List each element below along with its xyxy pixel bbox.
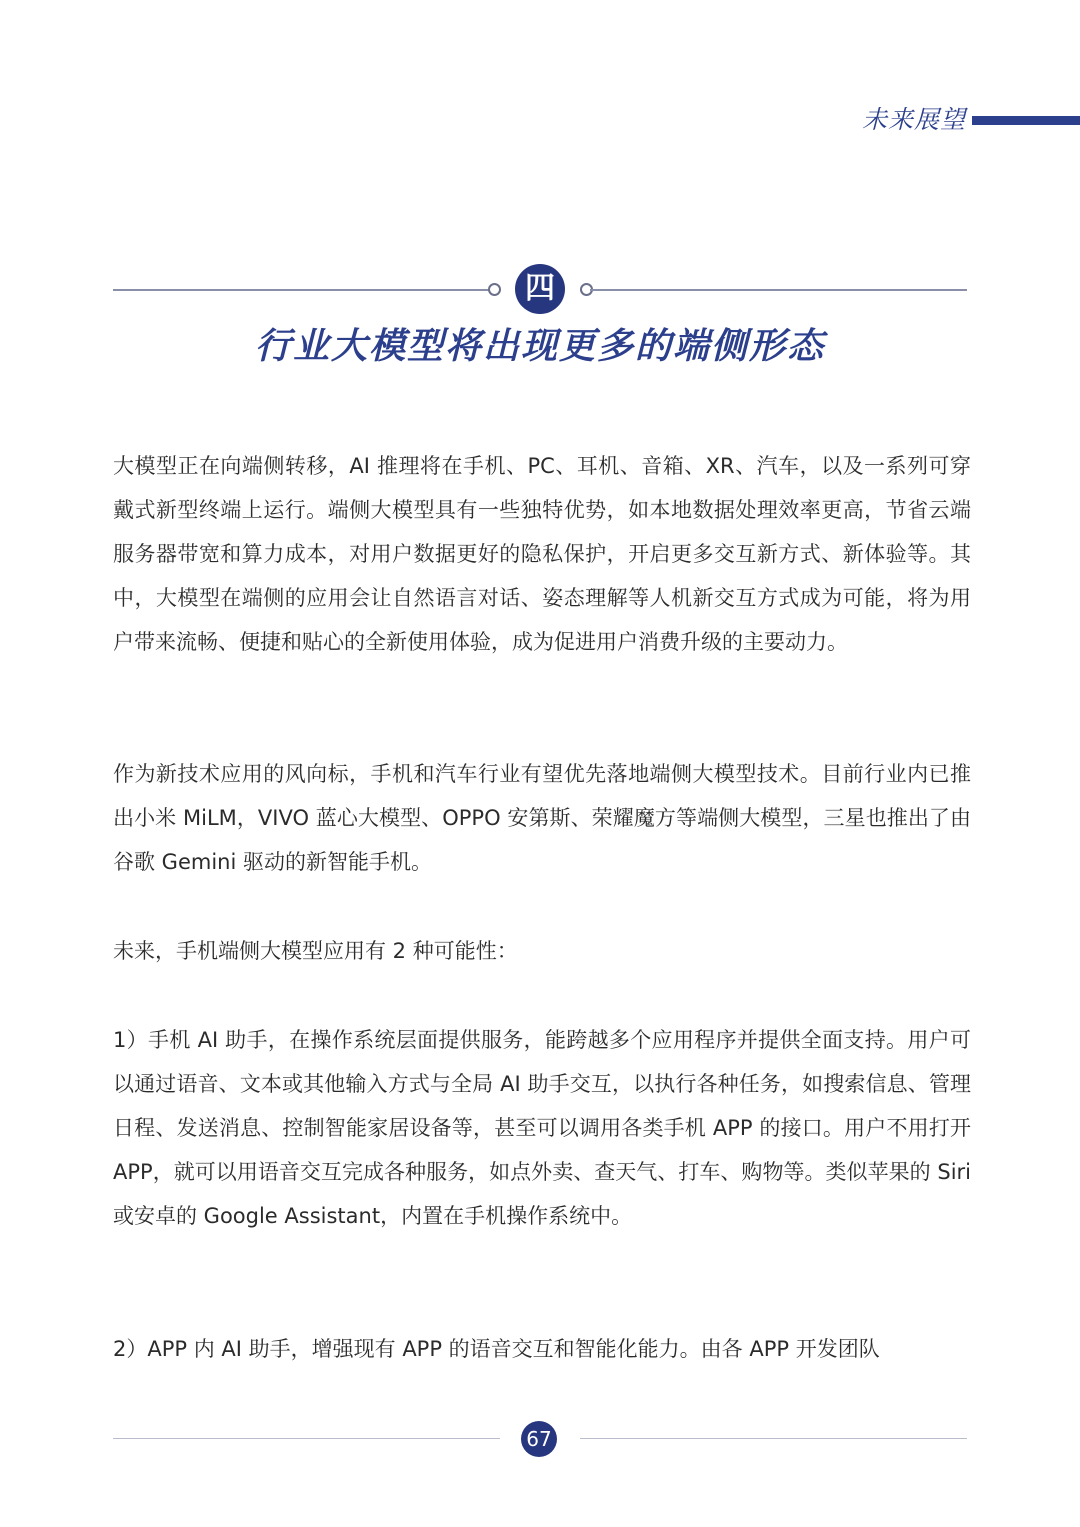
section-divider-left: [113, 289, 490, 291]
paragraph-intro: 大模型正在向端侧转移，AI 推理将在手机、PC、耳机、音箱、XR、汽车，以及一系列可穿戴式新型终端上运行。端侧大模型具有一些独特优势，如本地数据处理效率更高，节省云端服务器带宽和算力成本，对用户数据更好的隐私保护，开启更多交互新方式、新体验等。其中，大模型在端侧的应用会让自然语言对话、姿态理解等人机新交互方式成为可能，将为用户带来流畅、便捷和贴心的全新使用体验，成为促进用户消费升级的主要动力。: [113, 454, 971, 654]
footer-line-left: [113, 1438, 500, 1439]
paragraph-possibilities: 未来，手机端侧大模型应用有 2 种可能性：: [113, 939, 518, 963]
page-number: 67: [521, 1421, 557, 1457]
section-number-badge: 四: [515, 264, 565, 314]
header-title: 未来展望: [861, 105, 966, 134]
section-divider-right: [590, 289, 967, 291]
footer-line-right: [580, 1438, 967, 1439]
paragraph-app-assistant: 2）APP 内 AI 助手，增强现有 APP 的语音交互和智能化能力。由各 APP 开发团队: [113, 1337, 880, 1361]
header-accent-bar: [972, 116, 1080, 125]
paragraph-system-assistant: 1）手机 AI 助手，在操作系统层面提供服务，能跨越多个应用程序并提供全面支持。用户可以通过语音、文本或其他输入方式与全局 AI 助手交互，以执行各种任务，如搜索信息、管理日程、发送消息、控制智能家居设备等，甚至可以调用各类手机 APP 的接口。用户不用打开 APP，就可以用语音交互完成各种服务，如点外卖、查天气、打车、购物等。类似苹果的 Siri 或安卓的 Google Assistant，内置在手机操作系统中。: [113, 1028, 971, 1228]
section-divider-dot-left: [488, 283, 501, 296]
section-title: 行业大模型将出现更多的端侧形态: [254, 326, 825, 367]
paragraph-phone-car: 作为新技术应用的风向标，手机和汽车行业有望优先落地端侧大模型技术。目前行业内已推出小米 MiLM，VIVO 蓝心大模型、OPPO 安第斯、荣耀魔方等端侧大模型，三星也推出了由谷歌 Gemini 驱动的新智能手机。: [113, 762, 971, 874]
